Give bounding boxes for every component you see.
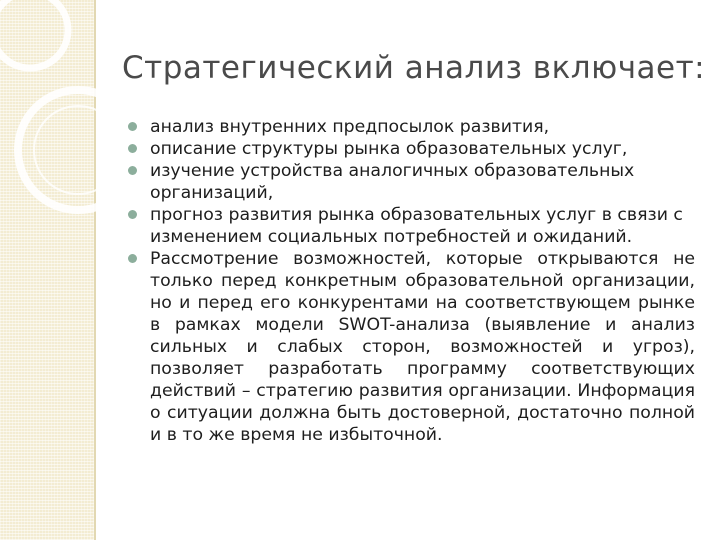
list-item-text: изучение устройства аналогичных образовательных организаций,: [150, 161, 635, 203]
bullet-icon: [128, 144, 137, 153]
list-item: [150, 160, 695, 204]
bullet-icon: [128, 210, 137, 219]
list-item-text: прогноз развития рынка образовательных услуг в связи с изменением социальных потребностей и ожиданий.: [150, 205, 683, 247]
list-item: [150, 248, 695, 446]
bullet-icon: [128, 166, 137, 175]
bullet-list: [150, 116, 695, 446]
list-item-text: анализ внутренних предпосылок развития,: [150, 117, 550, 137]
slide-title: Стратегический анализ включает:: [122, 50, 706, 86]
list-item: [150, 116, 695, 138]
bullet-icon: [128, 254, 137, 263]
list-item-text: описание структуры рынка образовательных услуг,: [150, 139, 628, 159]
list-item: [150, 138, 695, 160]
list-item-text: Рассмотрение возможностей, которые открываются не только перед конкретным образовательной организации, но и перед его конкурентами на соответствующем рынке в рамках модели SWOT-анализа (выявление и анализ сильных и слабых сторон, возможностей и угроз), позволяет разработать программу соответствующих действий – стратегию развития организации. Информация о ситуации должна быть достоверной, достаточно полной и в то же время не избыточной.: [150, 249, 695, 445]
decorative-circles: [0, 0, 140, 260]
list-item: [150, 204, 695, 248]
bullet-icon: [128, 122, 137, 131]
